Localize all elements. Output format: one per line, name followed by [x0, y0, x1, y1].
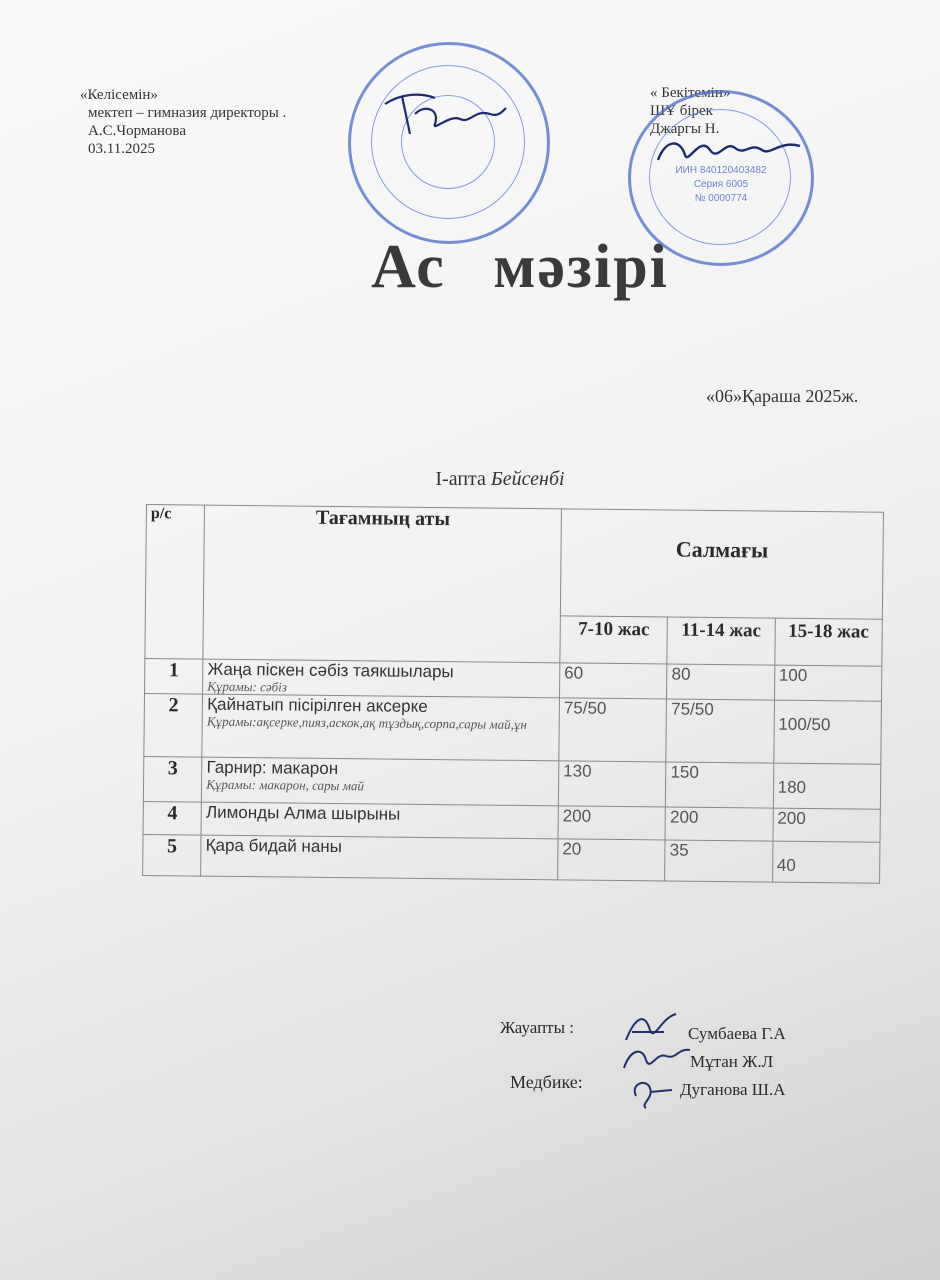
menu-date: «06»Қараша 2025ж. — [706, 386, 859, 406]
weight-11-14: 150 — [666, 762, 774, 808]
responsible-name-1: Сумбаева Г.А — [688, 1024, 786, 1043]
director-signature — [380, 84, 510, 144]
row-number: 4 — [143, 801, 202, 835]
weight-7-10: 20 — [558, 839, 666, 881]
weight-7-10: 200 — [558, 806, 666, 840]
stamp-iin: ИИН 840120403482 — [675, 165, 767, 176]
page-title: Ас мәзірі — [371, 233, 669, 301]
dish-cell — [202, 757, 559, 806]
dish-name: Жаңа піскен сәбіз таякшылары — [207, 659, 454, 682]
weight-15-18: 40 — [772, 841, 880, 883]
table-row — [143, 834, 880, 883]
approval-left — [80, 86, 286, 158]
weight-15-18: 100 — [774, 665, 882, 701]
header-dish-name: Тағамның аты — [203, 505, 561, 663]
approval-left-date: 03.11.2025 — [88, 141, 155, 157]
dish-name: Қайнатып пісірілген аксерке — [207, 694, 428, 716]
weight-7-10: 130 — [558, 761, 666, 807]
approval-left-person: А.С.Чорманова — [88, 123, 186, 139]
responsible-name-2: Мұтан Ж.Л — [690, 1052, 774, 1071]
weight-7-10: 75/50 — [559, 698, 667, 762]
table-row — [144, 693, 882, 764]
week-day-heading — [0, 468, 940, 491]
dish-name: Қара бидай наны — [205, 835, 343, 857]
weight-15-18: 100/50 — [773, 700, 881, 764]
approver-signature — [650, 120, 810, 180]
dish-composition: Құрамы:ақсерке,пияз,аскок,ақ тұздық,сорпа,сары май,ұн — [206, 713, 527, 732]
header-age-11-14: 11-14 жас — [667, 617, 775, 665]
approval-left-title: «Келісемін» — [80, 87, 158, 103]
week-label: I-апта — [435, 468, 491, 490]
table-header-row — [145, 505, 883, 620]
nurse-name: Дуганова Ш.А — [680, 1080, 786, 1099]
row-number: 5 — [143, 834, 202, 876]
row-number: 2 — [144, 693, 203, 757]
row-number: 1 — [145, 658, 204, 694]
menu-table — [142, 504, 884, 884]
dish-cell — [201, 835, 558, 880]
approval-right-person: Джаргы Н. — [650, 121, 720, 137]
dish-cell — [201, 802, 558, 839]
weight-11-14: 35 — [665, 840, 773, 882]
weight-15-18: 180 — [773, 763, 881, 809]
weight-15-18: 200 — [773, 808, 881, 842]
approval-right-position: ШҰ бірек — [650, 103, 713, 119]
dish-name: Гарнир: макарон — [206, 757, 339, 779]
row-number: 3 — [143, 756, 202, 802]
dish-cell — [202, 694, 559, 761]
responsible-label: Жауапты : — [500, 1018, 575, 1037]
weight-11-14: 80 — [667, 664, 775, 700]
weight-7-10: 60 — [559, 663, 667, 699]
dish-composition: Құрамы: макарон, сары май — [206, 776, 364, 794]
stamp-number: № 0000774 — [694, 193, 748, 204]
dish-cell — [203, 659, 560, 698]
header-age-7-10: 7-10 жас — [560, 616, 668, 664]
approval-left-position: мектеп – гимназия директоры . — [88, 105, 287, 121]
header-age-15-18: 15-18 жас — [774, 618, 882, 666]
stamp-series: Серия 6005 — [693, 179, 749, 190]
day-label: Бейсенбі — [490, 468, 565, 490]
dish-composition: Құрамы: сәбіз — [207, 678, 287, 695]
signatures-handwriting — [616, 1000, 696, 1112]
table-row — [143, 756, 880, 809]
dish-name: Лимонды Алма шырыны — [205, 802, 401, 824]
weight-11-14: 75/50 — [666, 699, 774, 763]
approval-right-title: « Бекітемін» — [650, 85, 731, 101]
header-weight: Салмағы — [560, 509, 883, 619]
header-number: р/с — [145, 505, 205, 660]
nurse-label: Медбике: — [510, 1072, 583, 1092]
weight-11-14: 200 — [665, 807, 773, 841]
